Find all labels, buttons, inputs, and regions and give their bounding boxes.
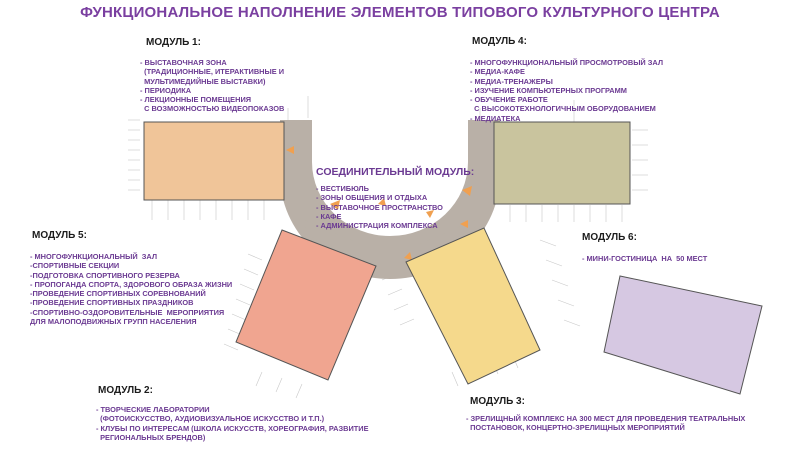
module-4-list (470, 58, 663, 123)
list-item: - ТВОРЧЕСКИЕ ЛАБОРАТОРИИ (96, 405, 210, 414)
list-item: РЕГИОНАЛЬНЫХ БРЕНДОВ) (96, 432, 206, 442)
list-item: - ОБУЧЕНИЕ РАБОТЕ (470, 95, 548, 105)
list-item: - МНОГОФУНКЦИОНАЛЬНЫЙ ЗАЛ (30, 252, 158, 261)
list-item: -ПРОВЕДЕНИЕ СПОРТИВНЫХ СОРЕВНОВАНИЙ (30, 289, 206, 299)
list-item: -ПОДГОТОВКА СПОРТИВНОГО РЕЗЕРВА (30, 270, 180, 280)
list-item: МУЛЬТИМЕДИЙНЫЕ ВЫСТАВКИ) (140, 76, 266, 86)
list-item: (ТРАДИЦИОННЫЕ, ИТЕРАКТИВНЫЕ И (140, 67, 285, 77)
module-6-title: МОДУЛЬ 6: (582, 232, 637, 243)
list-item: ДЛЯ МАЛОПОДВИЖНЫХ ГРУПП НАСЕЛЕНИЯ (30, 317, 197, 327)
module-2-title: МОДУЛЬ 2: (98, 385, 153, 396)
module-4-shape (494, 122, 630, 204)
list-item: С ВОЗМОЖНОСТЬЮ ВИДЕОПОКАЗОВ (140, 104, 285, 114)
list-item: - ВЫСТАВОЧНАЯ ЗОНА (140, 58, 227, 67)
module-3-title: МОДУЛЬ 3: (470, 396, 525, 407)
list-item: -ПРОВЕДЕНИЕ СПОРТИВНЫХ ПРАЗДНИКОВ (30, 298, 194, 308)
list-item: - ПРОПОГАНДА СПОРТА, ЗДОРОВОГО ОБРАЗА ЖИЗНИ (30, 279, 233, 289)
module-6-list (582, 254, 707, 263)
module-4-title: МОДУЛЬ 4: (472, 36, 527, 47)
list-item: - ЗОНЫ ОБЩЕНИЯ И ОТДЫХА (316, 193, 428, 203)
module-2-list (96, 405, 369, 442)
page-title: ФУНКЦИОНАЛЬНОЕ НАПОЛНЕНИЕ ЭЛЕМЕНТОВ ТИПОВОГО КУЛЬТУРНОГО ЦЕНТРА (80, 4, 720, 21)
module-3-list (466, 414, 745, 433)
module-1-list (140, 58, 284, 114)
list-item: - ЗРЕЛИЩНЫЙ КОМПЛЕКС НА 300 МЕСТ ДЛЯ ПРОВЕДЕНИЯ ТЕАТРАЛЬНЫХ (466, 414, 746, 423)
module-5-list (30, 252, 232, 326)
list-item: - МНОГОФУНКЦИОНАЛЬНЫЙ ПРОСМОТРОВЫЙ ЗАЛ (470, 58, 664, 67)
list-item: - ЛЕКЦИОННЫЕ ПОМЕЩЕНИЯ (140, 95, 252, 105)
module-6-shape (604, 276, 762, 394)
list-item: -СПОРТИВНО-ОЗДОРОВИТЕЛЬНЫЕ МЕРОПРИЯТИЯ (30, 307, 225, 317)
list-item: ПОСТАНОВОК, КОНЦЕРТНО-ЗРЕЛИЩНЫХ МЕРОПРИЯТИЙ (466, 423, 685, 433)
module-1-shape (144, 122, 284, 200)
module-5-title: МОДУЛЬ 5: (32, 230, 87, 241)
list-item: - ПЕРИОДИКА (140, 85, 192, 95)
list-item: - КЛУБЫ ПО ИНТЕРЕСАМ (ШКОЛА ИСКУССТВ, ХОРЕОГРАФИЯ, РАЗВИТИЕ (96, 423, 369, 433)
list-item: - ИЗУЧЕНИЕ КОМПЬЮТЕРНЫХ ПРОГРАММ (470, 85, 627, 95)
list-item: - МЕДИА-ТРЕНАЖЕРЫ (470, 76, 553, 86)
list-item: -СПОРТИВНЫЕ СЕКЦИИ (30, 261, 120, 271)
list-item: - МИНИ-ГОСТИНИЦА НА 50 МЕСТ (582, 254, 708, 263)
list-item: - МЕДИА-КАФЕ (470, 67, 525, 77)
list-item: С ВЫСОКОТЕХНОЛОГИЧНЫМ ОБОРУДОВАНИЕМ (470, 104, 656, 114)
module-1-title: МОДУЛЬ 1: (146, 37, 201, 48)
list-item: - АДМИНИСТРАЦИЯ КОМПЛЕКСА (316, 221, 438, 231)
list-item: (ФОТОИСКУССТВО, АУДИОВИЗУАЛЬНОЕ ИСКУССТВО И Т.П.) (96, 414, 325, 424)
connector-module-list (316, 184, 443, 230)
list-item: - ВЕСТИБЮЛЬ (316, 184, 369, 193)
list-item: - КАФЕ (316, 211, 342, 221)
connector-module-title: СОЕДИНИТЕЛЬНЫЙ МОДУЛЬ: (316, 166, 475, 178)
list-item: - ВЫСТАВОЧНОЕ ПРОСТРАНСТВО (316, 202, 443, 212)
list-item: - МЕДИАТЕКА (470, 113, 521, 123)
